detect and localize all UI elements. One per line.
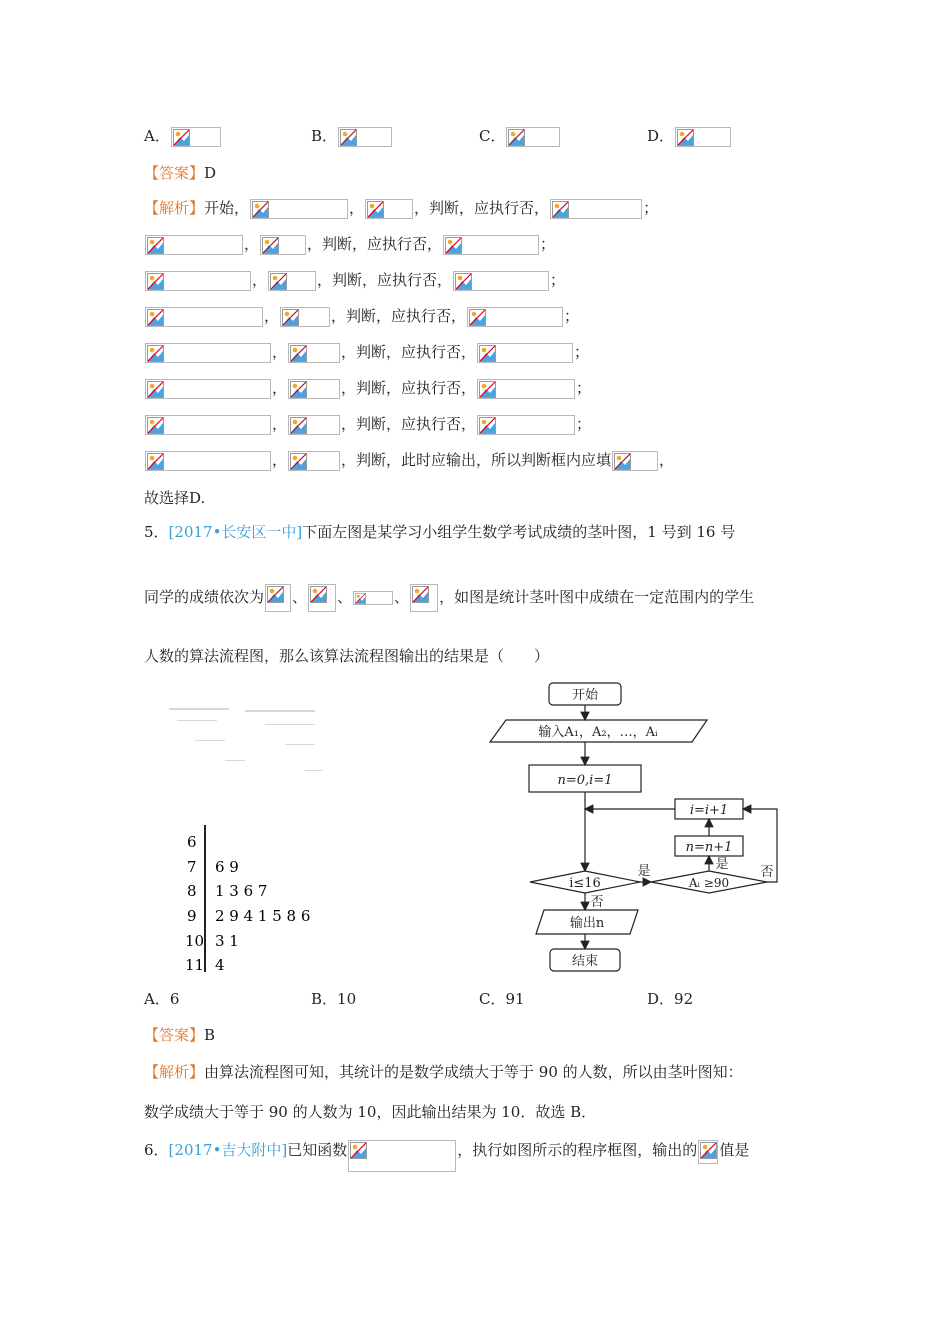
question-source: [2017•吉大附中]	[168, 1141, 288, 1159]
formula-image	[260, 235, 306, 255]
inc-i-label: i=i+1	[689, 803, 729, 818]
leaves-row-8: 1 3 6 7	[215, 882, 268, 900]
no-label-2: 否	[760, 865, 774, 880]
analysis-text: ，判断，此时应输出，所以判断框内应填	[341, 451, 612, 469]
q6-question-line	[144, 1140, 749, 1172]
formula-image	[477, 379, 575, 399]
broken-image-icon	[252, 201, 269, 218]
broken-image-icon	[147, 453, 164, 470]
analysis-text: ，判断，应执行否，	[317, 271, 453, 289]
option-label: D．	[647, 127, 675, 145]
broken-image-icon	[552, 201, 569, 218]
flowchart	[480, 675, 800, 980]
analysis-text: ，判断，应执行否，	[341, 379, 477, 397]
question-text: 同学的成绩依次为	[144, 588, 265, 606]
start-label: 开始	[571, 688, 599, 703]
analysis-text: ；	[574, 343, 590, 361]
broken-image-icon	[147, 381, 164, 398]
formula-image	[145, 235, 243, 255]
formula-image	[288, 343, 340, 363]
leaves-row-9: 2 9 4 1 5 8 6	[215, 907, 311, 925]
scan-noise	[169, 708, 323, 771]
q4-analysis-line	[144, 342, 589, 363]
analysis-tag: 【解析】	[144, 199, 205, 217]
formula-image	[145, 451, 271, 471]
broken-image-icon	[267, 586, 284, 603]
broken-image-icon	[412, 586, 429, 603]
q5-option-c: C．91	[479, 990, 525, 1008]
question-text: ，如图是统计茎叶图中成绩在一定范围内的学生	[439, 588, 755, 606]
broken-image-icon	[479, 417, 496, 434]
analysis-text: ；	[550, 271, 566, 289]
formula-image	[675, 127, 731, 147]
stem-label-9: 9	[187, 907, 197, 925]
analysis-text: ，	[272, 415, 288, 433]
formula-image	[288, 379, 340, 399]
question-number: 6．	[144, 1141, 169, 1159]
stem-label-7: 7	[187, 858, 197, 876]
question-text: 值是	[719, 1141, 750, 1159]
q4-option-c	[479, 125, 561, 147]
formula-image	[265, 584, 291, 612]
q4-conclusion: 故选择D.	[144, 489, 206, 507]
formula-image	[280, 307, 330, 327]
formula-image	[145, 415, 271, 435]
broken-image-icon	[147, 309, 164, 326]
analysis-tag: 【解析】	[144, 1063, 205, 1081]
output-label: 输出n	[569, 916, 605, 931]
formula-image	[268, 271, 316, 291]
stem-label-6: 6	[187, 833, 197, 851]
q5-question-line	[144, 522, 735, 542]
yes-label-2: 是	[715, 857, 729, 872]
formula-image	[365, 199, 413, 219]
formula-image	[410, 584, 438, 612]
stem-label-11: 11	[185, 956, 205, 974]
broken-image-icon	[469, 309, 486, 326]
formula-image	[612, 451, 658, 471]
analysis-text: ，判断，应执行否，	[414, 199, 550, 217]
broken-image-icon	[350, 1142, 367, 1159]
formula-image	[145, 379, 271, 399]
analysis-text: ，	[252, 271, 268, 289]
broken-image-icon	[508, 129, 525, 146]
leaves-row-10: 3 1	[215, 932, 239, 950]
analysis-text: ，	[349, 199, 365, 217]
question-text: 、	[337, 588, 353, 606]
answer-value: B	[204, 1026, 216, 1044]
analysis-text: ，判断，应执行否，	[331, 307, 467, 325]
no-label-1: 否	[590, 895, 604, 910]
yes-label-1: 是	[637, 864, 651, 879]
input-label: 输入A₁，A₂，…，Aᵢ	[538, 725, 658, 740]
formula-image	[467, 307, 563, 327]
analysis-text: ，	[272, 379, 288, 397]
q5-analysis-line	[144, 1062, 743, 1082]
q4-option-a	[144, 125, 222, 147]
formula-image	[171, 127, 221, 147]
analysis-text: ；	[564, 307, 580, 325]
analysis-text: ，判断，应执行否，	[341, 343, 477, 361]
broken-image-icon	[700, 1142, 717, 1159]
formula-image	[698, 1140, 718, 1164]
formula-image	[145, 271, 251, 291]
formula-image	[348, 1140, 456, 1172]
formula-image	[288, 451, 340, 471]
q5-analysis-line: 数学成绩大于等于 90 的人数为 10，因此输出结果为 10．故选 B．	[144, 1103, 597, 1121]
option-label: C．	[479, 127, 506, 145]
broken-image-icon	[340, 129, 357, 146]
analysis-text: ，	[272, 451, 288, 469]
broken-image-icon	[147, 345, 164, 362]
q4-option-d	[647, 125, 732, 147]
broken-image-icon	[147, 273, 164, 290]
analysis-text: ，判断，应执行否，	[341, 415, 477, 433]
broken-image-icon	[262, 237, 279, 254]
broken-image-icon	[479, 381, 496, 398]
question-source: [2017•长安区一中]	[168, 523, 303, 541]
analysis-text: 由算法流程图可知，其统计的是数学成绩大于等于 90 的人数，所以由茎叶图知：	[204, 1063, 743, 1081]
broken-image-icon	[355, 593, 366, 604]
broken-image-icon	[677, 129, 694, 146]
formula-image	[453, 271, 549, 291]
broken-image-icon	[479, 345, 496, 362]
broken-image-icon	[173, 129, 190, 146]
broken-image-icon	[290, 345, 307, 362]
leaves-row-7: 6 9	[215, 858, 239, 876]
q5-option-a: A．6	[144, 990, 180, 1008]
question-text: 已知函数	[287, 1141, 348, 1159]
broken-image-icon	[147, 417, 164, 434]
q4-analysis-line	[144, 378, 591, 399]
q4-analysis-line	[144, 414, 591, 435]
broken-image-icon	[614, 453, 631, 470]
leaves-row-11: 4	[215, 956, 225, 974]
question-number: 5．	[144, 523, 169, 541]
question-text: 下面左图是某学习小组学生数学考试成绩的茎叶图，1 号到 16 号	[302, 523, 736, 541]
analysis-text: ，判断，应执行否，	[307, 235, 443, 253]
analysis-text: ；	[540, 235, 556, 253]
inc-n-label: n=n+1	[685, 840, 733, 855]
q5-question-line: 人数的算法流程图，那么该算法流程图输出的结果是（ ）	[144, 647, 550, 665]
q4-analysis-line	[144, 450, 674, 471]
broken-image-icon	[147, 237, 164, 254]
broken-image-icon	[445, 237, 462, 254]
stem-leaf-graphic	[165, 700, 335, 975]
q4-option-b	[311, 125, 393, 147]
cond-a-label: Aᵢ ≥90	[688, 876, 730, 890]
option-label: B．	[311, 127, 338, 145]
q5-option-b: B．10	[311, 990, 357, 1008]
stem-label-8: 8	[187, 882, 197, 900]
cond-i-label: i≤16	[569, 876, 601, 891]
broken-image-icon	[290, 381, 307, 398]
answer-tag: 【答案】	[144, 164, 205, 182]
question-text: 、	[292, 588, 308, 606]
analysis-text: 开始，	[204, 199, 250, 217]
formula-image	[353, 591, 393, 605]
formula-image	[145, 307, 263, 327]
stem-label-10: 10	[185, 932, 205, 950]
stem-leaf-plot	[165, 700, 335, 975]
analysis-text: ；	[643, 199, 659, 217]
analysis-text: ，	[244, 235, 260, 253]
answer-value: D	[204, 164, 217, 182]
formula-image	[443, 235, 539, 255]
analysis-text: ；	[576, 379, 592, 397]
q4-analysis-line	[144, 270, 565, 291]
question-text: 、	[394, 588, 410, 606]
broken-image-icon	[290, 453, 307, 470]
analysis-text: ，	[264, 307, 280, 325]
broken-image-icon	[270, 273, 287, 290]
option-label: A．	[144, 127, 170, 145]
formula-image	[550, 199, 642, 219]
q4-analysis-line	[144, 306, 579, 327]
broken-image-icon	[367, 201, 384, 218]
question-text: ，执行如图所示的程序框图，输出的	[457, 1141, 698, 1159]
broken-image-icon	[455, 273, 472, 290]
q5-answer	[144, 1025, 215, 1045]
answer-tag: 【答案】	[144, 1026, 205, 1044]
formula-image	[338, 127, 392, 147]
broken-image-icon	[310, 586, 327, 603]
q4-answer	[144, 163, 216, 183]
formula-image	[477, 415, 575, 435]
q5-question-line	[144, 584, 754, 612]
analysis-text: ，	[659, 451, 675, 469]
formula-image	[506, 127, 560, 147]
analysis-text: ；	[576, 415, 592, 433]
broken-image-icon	[290, 417, 307, 434]
formula-image	[250, 199, 348, 219]
formula-image	[477, 343, 573, 363]
formula-image	[288, 415, 340, 435]
broken-image-icon	[282, 309, 299, 326]
flowchart-graphic	[480, 675, 800, 980]
formula-image	[145, 343, 271, 363]
init-label: n=0,i=1	[557, 773, 613, 788]
q4-analysis-line	[144, 234, 555, 255]
q5-option-d: D．92	[647, 990, 694, 1008]
analysis-text: ，	[272, 343, 288, 361]
q4-analysis-line	[144, 198, 658, 219]
end-label: 结束	[571, 954, 599, 969]
formula-image	[308, 584, 336, 612]
